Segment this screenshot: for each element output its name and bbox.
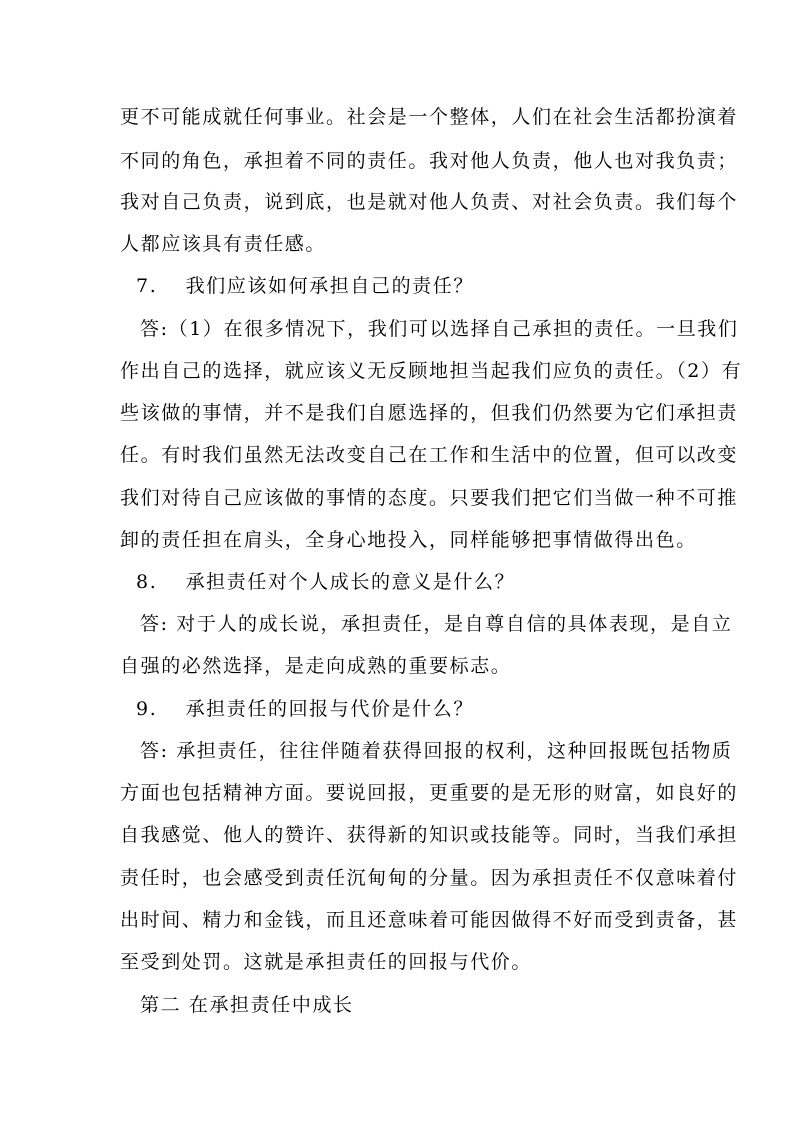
answer-7-line: 我们对待自己应该做的事情的态度。只要我们把它们当做一种不可推 (120, 487, 739, 509)
answer-9-line: 至受到处罚。这就是承担责任的回报与代价。 (120, 951, 533, 973)
section-heading: 第二 在承担责任中成长 (140, 994, 354, 1016)
answer-7-line: 答:（1）在很多情况下，我们可以选择自己承担的责任。一旦我们 (140, 318, 739, 340)
paragraph-line: 不同的角色，承担着不同的责任。我对他人负责，他人也对我负责； (120, 150, 739, 172)
answer-7-line: 作出自己的选择，就应该义无反顾地担当起我们应负的责任。（2）有 (120, 360, 743, 382)
answer-7-line: 卸的责任担在肩头，全身心地投入，同样能够把事情做得出色。 (120, 529, 697, 551)
question-9: 9. 承担责任的回报与代价是什么？ (136, 698, 474, 720)
paragraph-line: 更不可能成就任何事业。社会是一个整体，人们在社会生活都扮演着 (120, 106, 739, 128)
paragraph-line: 人都应该具有责任感。 (120, 233, 327, 255)
answer-9-line: 方面也包括精神方面。要说回报，更重要的是无形的财富，如良好的 (120, 782, 739, 804)
answer-9-line: 答: 承担责任，往往伴随着获得回报的权利，这种回报既包括物质 (140, 740, 733, 762)
answer-8-line: 答: 对于人的成长说，承担责任，是自尊自信的具体表现，是自立 (140, 613, 733, 635)
answer-7-line: 些该做的事情，并不是我们自愿选择的，但我们仍然要为它们承担责 (120, 402, 739, 424)
answer-9-line: 责任时，也会感受到责任沉甸甸的分量。因为承担责任不仅意味着付 (120, 867, 739, 889)
paragraph-line: 我对自己负责，说到底，也是就对他人负责、对社会负责。我们每个 (120, 191, 739, 213)
question-8: 8. 承担责任对个人成长的意义是什么？ (136, 571, 516, 593)
answer-7-line: 任。有时我们虽然无法改变自己在工作和生活中的位置，但可以改变 (120, 444, 739, 466)
answer-9-line: 出时间、精力和金钱，而且还意味着可能因做得不好而受到责备，甚 (120, 909, 739, 931)
question-7: 7. 我们应该如何承担自己的责任？ (136, 275, 474, 297)
answer-8-line: 自强的必然选择，是走向成熟的重要标志。 (120, 655, 512, 677)
answer-9-line: 自我感觉、他人的赞许、获得新的知识或技能等。同时，当我们承担 (120, 824, 739, 846)
